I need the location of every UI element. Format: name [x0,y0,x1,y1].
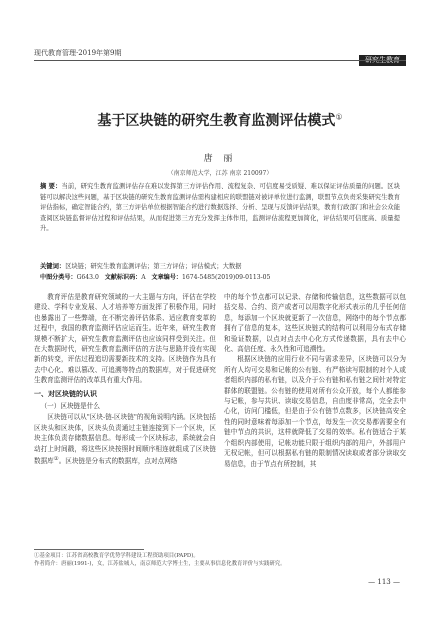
page-number-value: 113 [377,578,391,586]
paragraph-text-tail: 。区块链是分布式的数据库，点对点网络 [58,457,178,466]
footnotes [34,552,406,568]
citation-mark: ① [53,456,59,463]
doc-code-label: 文献标识码： [104,274,142,281]
header-rule [34,60,406,61]
clc-value: G643.0 [76,274,99,281]
body-column-right [224,292,406,469]
section-tag: 研究生教育 [359,55,406,66]
title-footnote-mark: ① [335,112,343,122]
abstract-text: 当前，研究生教育监测评估存在难以发挥第三方评估作用、流程复杂、可信度易受质疑、难以保证评估质量的问题。区块链可以解决这些问题，基于区块链的研究生教育监测评估需构建相应的联盟链对被评单位进行监测，联盟节点负责采集研究生教育评估指标，确定智能合约，第三方评估单位根据智能合约进行数据选择、分析、呈现与反馈评估结果，教育行政部门和社会公众能查阅区块链监督评估过程和评估结果，从而促进第三方充分发挥主体作用，监测评估流程更加简化，评估结果可信度高、质量提升。 [40,183,400,232]
body-paragraph: 中的每个节点都可以记录、存储和传输信息，这些数据可以包括交易、合约、资产或者可以用数字化形式表示的几乎任何信息，每添加一个区块就更新了一次信息，网络中的每个节点都拥有了信息的复本，这些区块链式的结构可以利用分布式存储和验证数据，以点对点去中心化方式传递数据，具有去中心化、高信任度、永久性和可追溯性。 [224,293,406,354]
paper-title [0,110,440,130]
clc-label: 中图分类号： [40,274,77,281]
keywords [40,262,400,271]
footnote-author-bio: 作者简介：唐丽(1991-)，女，江苏盐城人，南京师范大学博士生，主要从事信息化教育评价与实践研究。 [34,561,286,567]
paragraph-text: 区块链可以从"区块-链-区块链"的视角说明内涵。区块包括区块头和区块体，区块头负责通过主链连接到下一个区块，区块主体负责存储数据信息。每形成一个区块标志，系统就会自动打上时间戳，将这些区块按照时间顺序相连就组成了区块链数据库 [34,413,216,466]
classification-meta [40,273,400,282]
journal-header: 现代教育管理·2019年第9期 [34,49,122,57]
body-column-left [34,292,216,467]
abstract [40,182,400,235]
keywords-label: 关键词： [40,263,66,270]
body-paragraph: 教育评估是教育研究领域的一大主题与方向，评估在学校建设、学科专业发展、人才培养等方面发挥了积极作用，同时也暴露出了一些弊端，在不断完善评估体系、适应教育变革的过程中，我国的教育监测评估应运而生。近年来，研究生教育规模不断扩大，研究生教育监测评估也应该同样受到关注。但在大数据时代，研究生教育监测评估的方法与思路并没有实现新的转变，评估过程追切需要新技术的支持。区块链作为具有去中心化、难以篡改、可追溯等特点的数据库，对于促进研究生教育监测评估的改革具有重大作用。 [34,293,216,385]
page-number: — 113 — [368,578,400,586]
footnote-fund: ①基金项目：江苏省高校教育学优势学科建设工程资助项目(PAPD)。 [34,553,199,559]
section-heading: 一、对区块链的认识 [34,389,97,398]
footnote-rule [34,549,144,550]
author-name: 唐 丽 [203,154,237,164]
author-affiliation: （南京师范大学，江苏 南京 210097） [167,170,273,177]
body-paragraph: 根据区块链的应用行业不同与需求差异，区块链可以分为所有人均可交易和记帐的公有链、有严格读写限制的对个人或者组织内部的私有链，以及介于公有链和私有链之间针对特定群体的联盟链。公有链的使用对所有公众开放，每个人都能参与记帐，参与共识、读取交易信息，自由度非常高，完全去中心化，访问门槛低，但是由于公有链节点数多，区块链高安全性的同时意味着每添加一个节点，每发生一次交易都需要全有链中节点的共识，这样就降低了交易的效率。私有链适合于某个组织内部使用，记帐功能只限于组织内部的用户，外部用户无权记帐，但可以根据私有链的限制情况读取或者部分读取交易信息，由于节点有所控制，其 [224,355,406,468]
body-paragraph [34,412,216,466]
abstract-label: 摘 要： [40,183,62,190]
title-text: 基于区块链的研究生教育监测评估模式 [97,113,336,129]
keywords-text: 区块链；研究生教育监测评估；第三方评估；评估模式；大数据 [65,263,242,270]
article-id-value: 1674-5485(2019)09-0113-05 [181,274,271,281]
article-id-label: 文章编号： [151,274,182,281]
subsection-heading: （一）区块链是什么 [40,402,100,411]
doc-code-value: A [141,274,146,281]
